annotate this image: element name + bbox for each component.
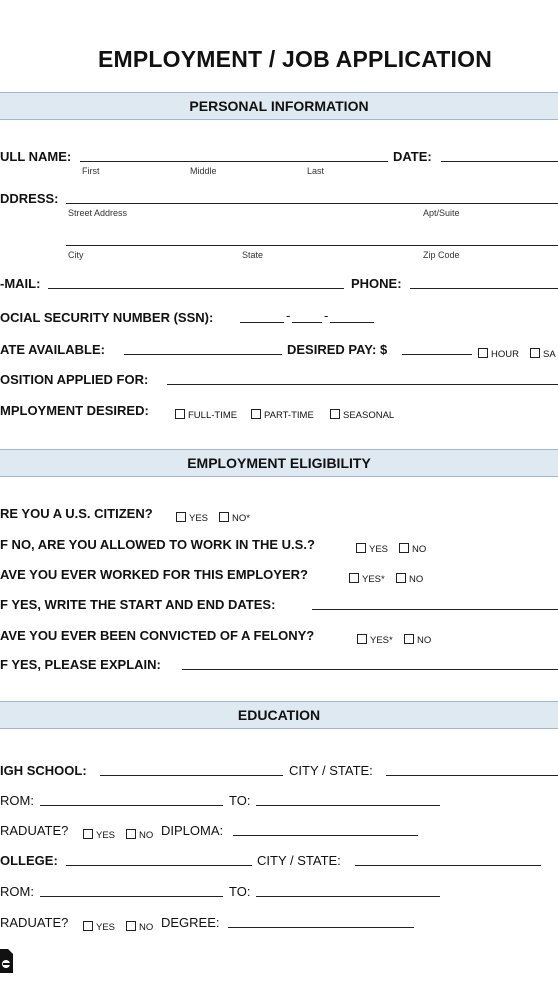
zip-hint: Zip Code bbox=[423, 250, 460, 260]
felony-no-option[interactable]: NO bbox=[404, 630, 437, 648]
checkbox-icon bbox=[251, 409, 261, 419]
ssn-field-2[interactable] bbox=[292, 322, 322, 323]
start-end-dates-field[interactable] bbox=[312, 609, 558, 610]
high-school-label: IGH SCHOOL: bbox=[0, 763, 87, 778]
ssn-field-1[interactable] bbox=[240, 322, 284, 323]
high-school-field[interactable] bbox=[100, 775, 283, 776]
explain-field[interactable] bbox=[182, 669, 558, 670]
city-hint: City bbox=[68, 250, 84, 260]
checkbox-icon bbox=[83, 921, 93, 931]
last-hint: Last bbox=[307, 166, 325, 176]
street-hint: Street Address bbox=[68, 208, 128, 218]
hs-graduate-yes-option[interactable]: YES bbox=[83, 825, 121, 843]
worked-before-no-option[interactable]: NO bbox=[396, 569, 429, 587]
street-address-field[interactable] bbox=[66, 203, 558, 204]
start-end-dates-label: F YES, WRITE THE START AND END DATES: bbox=[0, 597, 276, 612]
degree-label: DEGREE: bbox=[161, 915, 220, 930]
full-name-label: ULL NAME: bbox=[0, 149, 72, 164]
college-from-field[interactable] bbox=[40, 896, 223, 897]
checkbox-icon bbox=[83, 829, 93, 839]
checkbox-icon bbox=[399, 543, 409, 553]
date-field[interactable] bbox=[441, 161, 558, 162]
date-available-field[interactable] bbox=[124, 354, 282, 355]
college-graduate-label: RADUATE? bbox=[0, 915, 69, 930]
hs-graduate-no-option[interactable]: NO bbox=[126, 825, 155, 843]
position-field[interactable] bbox=[167, 384, 558, 385]
checkbox-icon bbox=[219, 512, 229, 522]
ssn-dash-1: - bbox=[286, 308, 291, 323]
degree-field[interactable] bbox=[228, 927, 414, 928]
date-available-label: ATE AVAILABLE: bbox=[0, 342, 105, 357]
hs-city-state-label: CITY / STATE: bbox=[289, 763, 373, 778]
hs-to-label: TO: bbox=[229, 793, 251, 808]
checkbox-icon bbox=[404, 634, 414, 644]
felony-yes-option[interactable]: YES* bbox=[357, 630, 399, 648]
felony-label: AVE YOU EVER BEEN CONVICTED OF A FELONY? bbox=[0, 628, 315, 643]
checkbox-icon bbox=[356, 543, 366, 553]
college-field[interactable] bbox=[66, 865, 252, 866]
desired-pay-label: DESIRED PAY: $ bbox=[287, 342, 388, 357]
explain-label: F YES, PLEASE EXPLAIN: bbox=[0, 657, 161, 672]
section-header-personal: PERSONAL INFORMATION bbox=[0, 92, 558, 120]
checkbox-icon bbox=[530, 348, 540, 358]
section-header-education: EDUCATION bbox=[0, 701, 558, 729]
desired-pay-field[interactable] bbox=[402, 354, 472, 355]
apt-hint: Apt/Suite bbox=[423, 208, 460, 218]
first-hint: First bbox=[82, 166, 100, 176]
seasonal-option[interactable]: SEASONAL bbox=[330, 405, 400, 423]
college-to-label: TO: bbox=[229, 884, 251, 899]
email-label: -MAIL: bbox=[0, 276, 41, 291]
part-time-option[interactable]: PART-TIME bbox=[251, 405, 320, 423]
college-graduate-yes-option[interactable]: YES bbox=[83, 917, 121, 935]
college-to-field[interactable] bbox=[256, 896, 440, 897]
citizen-yes-option[interactable]: YES bbox=[176, 508, 214, 526]
college-label: OLLEGE: bbox=[0, 853, 58, 868]
city-state-zip-field[interactable] bbox=[66, 245, 558, 246]
college-city-state-field[interactable] bbox=[355, 865, 541, 866]
college-graduate-no-option[interactable]: NO bbox=[126, 917, 155, 935]
work-allowed-label: F NO, ARE YOU ALLOWED TO WORK IN THE U.S.? bbox=[0, 537, 315, 552]
checkbox-icon bbox=[176, 512, 186, 522]
document-logo-icon bbox=[0, 947, 14, 973]
phone-field[interactable] bbox=[410, 288, 558, 289]
college-city-state-label: CITY / STATE: bbox=[257, 853, 341, 868]
ssn-label: OCIAL SECURITY NUMBER (SSN): bbox=[0, 310, 214, 325]
checkbox-icon bbox=[478, 348, 488, 358]
section-header-eligibility: EMPLOYMENT ELIGIBILITY bbox=[0, 449, 558, 477]
checkbox-icon bbox=[396, 573, 406, 583]
checkbox-icon bbox=[357, 634, 367, 644]
hs-from-label: ROM: bbox=[0, 793, 34, 808]
checkbox-icon bbox=[349, 573, 359, 583]
address-label: DDRESS: bbox=[0, 191, 59, 206]
full-time-option[interactable]: FULL-TIME bbox=[175, 405, 243, 423]
state-hint: State bbox=[242, 250, 264, 260]
date-label: DATE: bbox=[393, 149, 432, 164]
hs-to-field[interactable] bbox=[256, 805, 440, 806]
full-name-field[interactable] bbox=[80, 161, 388, 162]
pay-hour-option[interactable]: HOUR bbox=[478, 344, 525, 362]
work-allowed-no-option[interactable]: NO bbox=[399, 539, 432, 557]
college-from-label: ROM: bbox=[0, 884, 34, 899]
checkbox-icon bbox=[126, 829, 136, 839]
ssn-dash-2: - bbox=[324, 308, 329, 323]
page-title: EMPLOYMENT / JOB APPLICATION bbox=[97, 46, 493, 72]
worked-before-label: AVE YOU EVER WORKED FOR THIS EMPLOYER? bbox=[0, 567, 308, 582]
checkbox-icon bbox=[126, 921, 136, 931]
phone-label: PHONE: bbox=[351, 276, 402, 291]
hs-from-field[interactable] bbox=[40, 805, 223, 806]
citizen-label: RE YOU A U.S. CITIZEN? bbox=[0, 506, 153, 521]
ssn-field-3[interactable] bbox=[330, 322, 374, 323]
checkbox-icon bbox=[330, 409, 340, 419]
diploma-field[interactable] bbox=[233, 835, 418, 836]
position-label: OSITION APPLIED FOR: bbox=[0, 372, 149, 387]
email-field[interactable] bbox=[48, 288, 344, 289]
pay-salary-option[interactable]: SA bbox=[530, 344, 558, 362]
work-allowed-yes-option[interactable]: YES bbox=[356, 539, 394, 557]
worked-before-yes-option[interactable]: YES* bbox=[349, 569, 391, 587]
employment-desired-label: MPLOYMENT DESIRED: bbox=[0, 403, 149, 418]
middle-hint: Middle bbox=[190, 166, 217, 176]
hs-city-state-field[interactable] bbox=[386, 775, 558, 776]
hs-graduate-label: RADUATE? bbox=[0, 823, 69, 838]
checkbox-icon bbox=[175, 409, 185, 419]
citizen-no-option[interactable]: NO* bbox=[219, 508, 256, 526]
diploma-label: DIPLOMA: bbox=[161, 823, 224, 838]
